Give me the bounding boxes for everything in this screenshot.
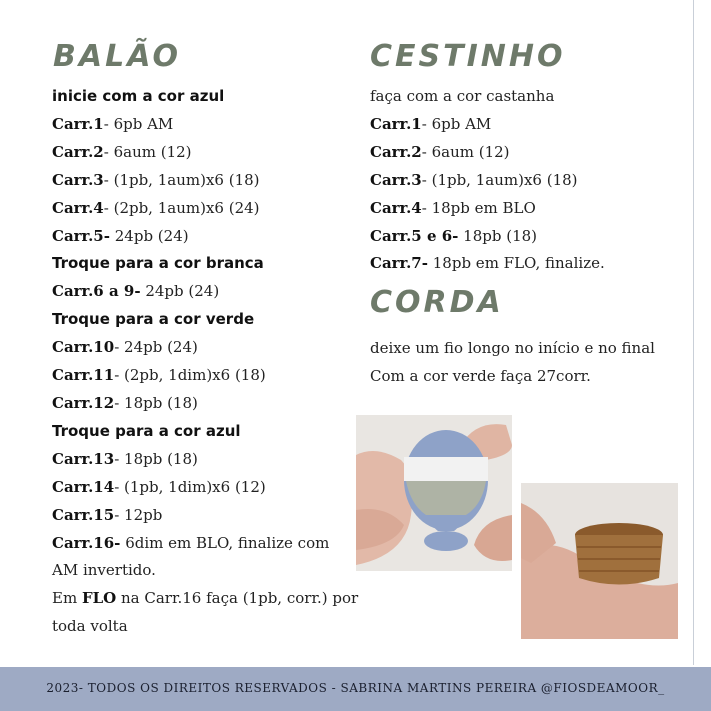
instruction-text: AM invertido. [52, 561, 156, 580]
instruction-text: deixe um fio longo no início e no final [370, 339, 655, 357]
balao-line [52, 362, 358, 390]
round-label: Carr.14 [52, 477, 115, 496]
balao-line [52, 557, 358, 585]
balao-line [52, 474, 358, 502]
round-instruction: 18pb em FLO, finalize. [427, 254, 605, 273]
round-label: Carr.3 [370, 170, 422, 189]
balao-line [52, 278, 358, 306]
balao-line [52, 418, 358, 446]
round-instruction: - 6pb AM [103, 114, 174, 133]
balao-title: BALÃO [53, 39, 181, 74]
balao-line [52, 195, 358, 223]
round-label: Carr.13 [52, 449, 115, 468]
balao-line [52, 111, 358, 139]
round-instruction: 6dim em BLO, finalize com [120, 533, 330, 552]
round-instruction: - 18pb (18) [114, 393, 198, 412]
corda-instructions [370, 335, 655, 391]
balao-line [52, 83, 358, 111]
round-label: Carr.5 e 6- [370, 226, 459, 245]
round-label: Carr.6 a 9- [52, 282, 141, 301]
balao-line [52, 250, 358, 278]
round-instruction: - (1pb, 1aum)x6 (18) [421, 170, 578, 189]
color-instruction: Troque para a cor azul [52, 421, 241, 440]
balloon-white-band [404, 457, 488, 481]
round-instruction: 24pb (24) [140, 282, 220, 301]
cestinho-line [370, 250, 605, 278]
balao-line [52, 223, 358, 251]
footer-bar [0, 667, 711, 711]
round-instruction: - (2pb, 1aum)x6 (24) [103, 198, 260, 217]
round-label: Carr.1 [370, 114, 422, 133]
balloon-crochet-photo [356, 415, 512, 571]
round-label: Carr.3 [52, 170, 104, 189]
round-instruction: - (1pb, 1dim)x6 (12) [114, 477, 266, 496]
round-instruction: - 24pb (24) [114, 338, 198, 357]
cestinho-title: CESTINHO [370, 39, 566, 74]
cestinho-instructions [370, 83, 605, 278]
balao-line [52, 585, 358, 613]
balloon-base [424, 531, 468, 551]
round-label: Carr.5- [52, 226, 110, 245]
balao-line [52, 502, 358, 530]
round-instruction: - 6pb AM [421, 114, 492, 133]
round-label: Carr.10 [52, 338, 115, 357]
round-instruction: - 6aum (12) [421, 142, 510, 161]
color-instruction: Troque para a cor branca [52, 254, 264, 273]
round-instruction: na Carr.16 faça (1pb, corr.) por [116, 589, 359, 608]
color-instruction: Troque para a cor verde [52, 310, 255, 329]
round-instruction: - 18pb (18) [114, 449, 198, 468]
round-label: Carr.7- [370, 254, 428, 273]
balao-line [52, 390, 358, 418]
round-instruction: 24pb (24) [109, 226, 189, 245]
balao-instructions [52, 83, 358, 641]
cestinho-line [370, 111, 605, 139]
balao-line [52, 167, 358, 195]
corda-line [370, 363, 655, 391]
instruction-text: Com a cor verde faça 27corr. [370, 366, 591, 385]
basket-photo-art [521, 483, 678, 639]
balao-line [52, 306, 358, 334]
balao-line [52, 334, 358, 362]
page-edge-divider [693, 0, 694, 665]
basket-crochet-photo [521, 483, 678, 639]
round-instruction: - (2pb, 1dim)x6 (18) [114, 366, 266, 385]
round-label: Carr.2 [52, 142, 104, 161]
line-prefix: Em [52, 589, 82, 608]
round-label: Carr.15 [52, 505, 115, 524]
balao-line [52, 139, 358, 167]
round-label: Carr.12 [52, 393, 115, 412]
corda-title: CORDA [370, 285, 504, 320]
instruction-text: toda volta [52, 617, 128, 636]
round-label: Carr.4 [370, 198, 422, 217]
cestinho-line [370, 167, 605, 195]
round-instruction: - (1pb, 1aum)x6 (18) [103, 170, 260, 189]
round-label: Carr.11 [52, 366, 115, 385]
round-label: Carr.1 [52, 114, 104, 133]
cestinho-line [370, 223, 605, 251]
round-instruction: - 18pb em BLO [421, 198, 536, 217]
balloon-photo-art [356, 415, 512, 571]
round-instruction: - 12pb [114, 505, 163, 524]
cestinho-line [370, 83, 605, 111]
round-label: Carr.4 [52, 198, 104, 217]
cestinho-line [370, 139, 605, 167]
round-label: Carr.2 [370, 142, 422, 161]
instruction-text: faça com a cor castanha [370, 87, 555, 105]
color-instruction: inicie com a cor azul [52, 87, 225, 105]
round-label: FLO [81, 589, 117, 608]
balao-line [52, 446, 358, 474]
balao-line [52, 530, 358, 558]
cestinho-line [370, 195, 605, 223]
corda-line [370, 335, 655, 363]
round-instruction: - 6aum (12) [103, 142, 192, 161]
copyright-text: 2023- TODOS OS DIREITOS RESERVADOS - SABRINA MARTINS PEREIRA @FIOSDEAMOOR_ [46, 681, 665, 695]
round-instruction: 18pb (18) [458, 226, 538, 245]
round-label: Carr.16- [52, 533, 121, 552]
balao-line [52, 613, 358, 641]
